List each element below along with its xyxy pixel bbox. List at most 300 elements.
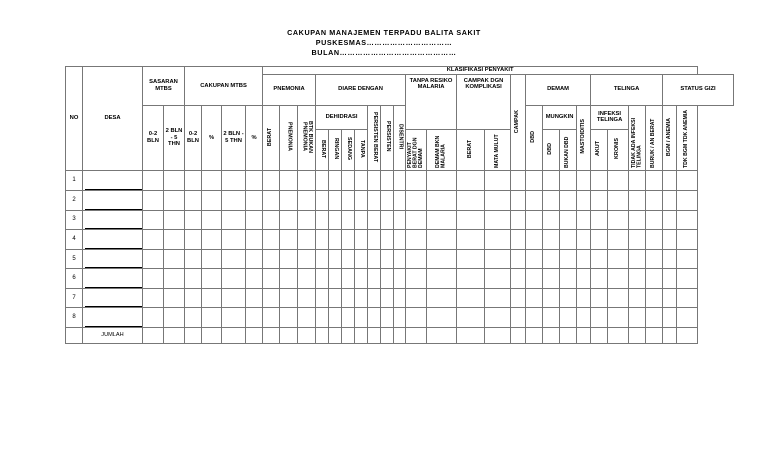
- table-cell[interactable]: [342, 269, 355, 289]
- table-cell[interactable]: [355, 288, 368, 308]
- table-cell[interactable]: [368, 308, 381, 328]
- table-cell[interactable]: [222, 288, 246, 308]
- table-cell[interactable]: [526, 190, 543, 210]
- total-cell[interactable]: [646, 328, 663, 344]
- table-cell[interactable]: [394, 249, 406, 269]
- table-cell[interactable]: [355, 269, 368, 289]
- table-cell[interactable]: [646, 190, 663, 210]
- table-cell[interactable]: [263, 288, 280, 308]
- table-cell[interactable]: [202, 308, 222, 328]
- total-cell[interactable]: [185, 328, 202, 344]
- table-cell[interactable]: [394, 190, 406, 210]
- table-cell[interactable]: [511, 308, 526, 328]
- table-cell[interactable]: [457, 288, 485, 308]
- table-cell[interactable]: [577, 269, 591, 289]
- total-cell[interactable]: [457, 328, 485, 344]
- table-cell[interactable]: [185, 230, 202, 250]
- table-cell[interactable]: [406, 171, 427, 191]
- table-cell[interactable]: [677, 190, 698, 210]
- table-cell[interactable]: [427, 190, 457, 210]
- table-cell[interactable]: [677, 308, 698, 328]
- table-cell[interactable]: [485, 171, 511, 191]
- table-cell[interactable]: [185, 190, 202, 210]
- table-cell[interactable]: [298, 288, 316, 308]
- table-row: [66, 230, 734, 250]
- table-cell[interactable]: [526, 171, 543, 191]
- table-cell[interactable]: [526, 269, 543, 289]
- table-cell[interactable]: [164, 288, 185, 308]
- table-cell[interactable]: [629, 171, 646, 191]
- table-cell[interactable]: [591, 308, 608, 328]
- table-cell[interactable]: [608, 190, 629, 210]
- table-cell[interactable]: [646, 210, 663, 230]
- table-cell[interactable]: [406, 269, 427, 289]
- table-cell[interactable]: [246, 210, 263, 230]
- table-cell[interactable]: [457, 171, 485, 191]
- table-cell[interactable]: [457, 308, 485, 328]
- table-cell[interactable]: [164, 190, 185, 210]
- table-cell[interactable]: [381, 210, 394, 230]
- total-cell[interactable]: [608, 328, 629, 344]
- table-cell[interactable]: [511, 230, 526, 250]
- table-cell[interactable]: [222, 308, 246, 328]
- table-cell[interactable]: [368, 171, 381, 191]
- table-cell[interactable]: [543, 171, 560, 191]
- table-cell[interactable]: [591, 230, 608, 250]
- table-cell[interactable]: [427, 249, 457, 269]
- table-cell[interactable]: [263, 230, 280, 250]
- table-cell[interactable]: [280, 171, 298, 191]
- table-cell[interactable]: [222, 249, 246, 269]
- table-cell[interactable]: [298, 230, 316, 250]
- table-cell[interactable]: [280, 230, 298, 250]
- table-cell[interactable]: [677, 288, 698, 308]
- table-cell[interactable]: [355, 190, 368, 210]
- table-cell[interactable]: [663, 210, 677, 230]
- total-cell[interactable]: [629, 328, 646, 344]
- table-cell[interactable]: [485, 288, 511, 308]
- total-cell[interactable]: [526, 328, 543, 344]
- total-cell[interactable]: [342, 328, 355, 344]
- table-cell[interactable]: [316, 249, 329, 269]
- table-cell[interactable]: [329, 230, 342, 250]
- table-cell[interactable]: [368, 210, 381, 230]
- table-cell[interactable]: [663, 230, 677, 250]
- table-cell[interactable]: [406, 210, 427, 230]
- table-cell[interactable]: [543, 249, 560, 269]
- table-cell[interactable]: [663, 171, 677, 191]
- table-cell[interactable]: [543, 269, 560, 289]
- table-cell[interactable]: [143, 190, 164, 210]
- table-cell[interactable]: [355, 171, 368, 191]
- total-cell[interactable]: [406, 328, 427, 344]
- desa-cell[interactable]: [83, 249, 143, 269]
- table-cell[interactable]: [164, 249, 185, 269]
- table-cell[interactable]: [511, 269, 526, 289]
- table-cell[interactable]: [663, 288, 677, 308]
- total-cell[interactable]: [298, 328, 316, 344]
- table-cell[interactable]: [263, 308, 280, 328]
- table-cell[interactable]: [629, 269, 646, 289]
- desa-cell[interactable]: [83, 171, 143, 191]
- total-label: JUMLAH: [83, 328, 143, 344]
- table-cell[interactable]: [677, 249, 698, 269]
- table-cell[interactable]: [608, 210, 629, 230]
- table-cell[interactable]: [222, 230, 246, 250]
- table-cell[interactable]: [342, 210, 355, 230]
- total-cell[interactable]: [394, 328, 406, 344]
- table-cell[interactable]: [591, 249, 608, 269]
- table-cell[interactable]: [591, 269, 608, 289]
- table-cell[interactable]: [543, 288, 560, 308]
- total-cell[interactable]: [485, 328, 511, 344]
- table-cell[interactable]: [526, 288, 543, 308]
- table-cell[interactable]: [164, 230, 185, 250]
- table-cell[interactable]: [143, 171, 164, 191]
- desa-cell[interactable]: [83, 269, 143, 289]
- table-cell[interactable]: [368, 269, 381, 289]
- table-cell[interactable]: [577, 210, 591, 230]
- table-cell[interactable]: [646, 288, 663, 308]
- table-cell[interactable]: [381, 308, 394, 328]
- table-cell[interactable]: [280, 210, 298, 230]
- table-cell[interactable]: [381, 249, 394, 269]
- table-cell[interactable]: [381, 230, 394, 250]
- table-cell[interactable]: [202, 171, 222, 191]
- total-cell[interactable]: [543, 328, 560, 344]
- table-cell[interactable]: [394, 230, 406, 250]
- table-cell[interactable]: [329, 210, 342, 230]
- table-cell[interactable]: [202, 210, 222, 230]
- table-cell[interactable]: [677, 230, 698, 250]
- table-cell[interactable]: [543, 308, 560, 328]
- table-cell[interactable]: [316, 190, 329, 210]
- table-cell[interactable]: [560, 269, 577, 289]
- table-cell[interactable]: [342, 190, 355, 210]
- total-cell[interactable]: [316, 328, 329, 344]
- table-cell[interactable]: [629, 230, 646, 250]
- table-cell[interactable]: [246, 269, 263, 289]
- table-cell[interactable]: [457, 190, 485, 210]
- table-cell[interactable]: [381, 288, 394, 308]
- table-cell[interactable]: [560, 210, 577, 230]
- table-cell[interactable]: [246, 249, 263, 269]
- table-cell[interactable]: [543, 190, 560, 210]
- table-cell[interactable]: [280, 288, 298, 308]
- table-cell[interactable]: [298, 308, 316, 328]
- table-cell[interactable]: [185, 249, 202, 269]
- table-cell[interactable]: [298, 210, 316, 230]
- table-cell[interactable]: [629, 190, 646, 210]
- table-cell[interactable]: [406, 249, 427, 269]
- table-cell[interactable]: [280, 308, 298, 328]
- table-cell[interactable]: [316, 171, 329, 191]
- table-cell[interactable]: [222, 210, 246, 230]
- total-cell[interactable]: [577, 328, 591, 344]
- table-cell[interactable]: [591, 288, 608, 308]
- table-cell[interactable]: [608, 249, 629, 269]
- table-cell[interactable]: [222, 190, 246, 210]
- table-cell[interactable]: [511, 288, 526, 308]
- header-tdk-bgm-tdk-anemia: TDK BGM TDK ANEMIA: [677, 105, 698, 171]
- table-cell[interactable]: [185, 171, 202, 191]
- table-cell[interactable]: [577, 288, 591, 308]
- table-cell[interactable]: [608, 171, 629, 191]
- table-cell[interactable]: [485, 308, 511, 328]
- table-cell[interactable]: [202, 230, 222, 250]
- table-cell[interactable]: [202, 288, 222, 308]
- table-cell[interactable]: [646, 249, 663, 269]
- desa-cell[interactable]: [83, 288, 143, 308]
- table-cell[interactable]: [394, 210, 406, 230]
- table-cell[interactable]: [143, 269, 164, 289]
- table-cell[interactable]: [591, 171, 608, 191]
- table-cell[interactable]: [316, 230, 329, 250]
- table-cell[interactable]: [646, 230, 663, 250]
- table-cell[interactable]: [298, 249, 316, 269]
- table-cell[interactable]: [185, 210, 202, 230]
- total-cell[interactable]: [381, 328, 394, 344]
- table-cell[interactable]: [427, 210, 457, 230]
- total-cell[interactable]: [280, 328, 298, 344]
- table-cell[interactable]: [485, 210, 511, 230]
- table-cell[interactable]: [185, 308, 202, 328]
- table-cell[interactable]: [577, 230, 591, 250]
- table-cell[interactable]: [608, 308, 629, 328]
- desa-cell[interactable]: [83, 210, 143, 230]
- table-cell[interactable]: [427, 269, 457, 289]
- table-cell[interactable]: [368, 288, 381, 308]
- table-cell[interactable]: [143, 288, 164, 308]
- table-cell[interactable]: [164, 269, 185, 289]
- table-cell[interactable]: [485, 190, 511, 210]
- table-cell[interactable]: [298, 171, 316, 191]
- table-cell[interactable]: [164, 210, 185, 230]
- total-cell[interactable]: [591, 328, 608, 344]
- table-cell[interactable]: [457, 269, 485, 289]
- table-cell[interactable]: [543, 230, 560, 250]
- table-cell[interactable]: [202, 269, 222, 289]
- table-cell[interactable]: [629, 308, 646, 328]
- table-cell[interactable]: [381, 171, 394, 191]
- table-cell[interactable]: [427, 308, 457, 328]
- table-cell[interactable]: [406, 190, 427, 210]
- table-cell[interactable]: [608, 288, 629, 308]
- total-no-cell: [66, 328, 83, 344]
- total-cell[interactable]: [511, 328, 526, 344]
- table-cell[interactable]: [394, 269, 406, 289]
- table-cell[interactable]: [329, 171, 342, 191]
- table-cell[interactable]: [355, 308, 368, 328]
- table-cell[interactable]: [246, 288, 263, 308]
- table-cell[interactable]: [577, 171, 591, 191]
- table-cell[interactable]: [246, 190, 263, 210]
- total-cell[interactable]: [560, 328, 577, 344]
- table-cell[interactable]: [329, 308, 342, 328]
- table-cell[interactable]: [526, 210, 543, 230]
- total-cell[interactable]: [355, 328, 368, 344]
- table-cell[interactable]: [560, 230, 577, 250]
- table-cell[interactable]: [511, 210, 526, 230]
- table-cell[interactable]: [164, 308, 185, 328]
- table-cell[interactable]: [222, 171, 246, 191]
- table-cell[interactable]: [143, 230, 164, 250]
- table-cell[interactable]: [511, 190, 526, 210]
- table-cell[interactable]: [329, 288, 342, 308]
- header-ck-berat: BERAT: [457, 129, 485, 171]
- table-cell[interactable]: [246, 308, 263, 328]
- table-cell[interactable]: [316, 308, 329, 328]
- table-cell[interactable]: [280, 269, 298, 289]
- table-cell[interactable]: [280, 190, 298, 210]
- table-cell[interactable]: [560, 308, 577, 328]
- table-cell[interactable]: [591, 210, 608, 230]
- table-cell[interactable]: [355, 230, 368, 250]
- header-telinga: TELINGA: [591, 74, 663, 105]
- table-cell[interactable]: [577, 190, 591, 210]
- table-cell[interactable]: [511, 171, 526, 191]
- table-cell[interactable]: [406, 308, 427, 328]
- table-cell[interactable]: [263, 210, 280, 230]
- table-cell[interactable]: [394, 171, 406, 191]
- table-cell[interactable]: [560, 190, 577, 210]
- table-cell[interactable]: [355, 249, 368, 269]
- table-cell[interactable]: [406, 230, 427, 250]
- table-cell[interactable]: [143, 249, 164, 269]
- table-cell[interactable]: [457, 230, 485, 250]
- table-cell[interactable]: [342, 171, 355, 191]
- total-cell[interactable]: [368, 328, 381, 344]
- desa-cell[interactable]: [83, 190, 143, 210]
- table-cell[interactable]: [316, 210, 329, 230]
- table-cell[interactable]: [316, 288, 329, 308]
- table-cell[interactable]: [329, 190, 342, 210]
- table-cell[interactable]: [663, 190, 677, 210]
- table-cell[interactable]: [263, 171, 280, 191]
- table-cell[interactable]: [608, 269, 629, 289]
- total-cell[interactable]: [663, 328, 677, 344]
- table-cell[interactable]: [368, 230, 381, 250]
- table-cell[interactable]: [646, 269, 663, 289]
- table-cell[interactable]: [677, 171, 698, 191]
- total-cell[interactable]: [164, 328, 185, 344]
- table-cell[interactable]: [526, 249, 543, 269]
- desa-cell[interactable]: [83, 230, 143, 250]
- table-cell[interactable]: [577, 308, 591, 328]
- table-cell[interactable]: [427, 288, 457, 308]
- table-cell[interactable]: [329, 269, 342, 289]
- table-cell[interactable]: [677, 210, 698, 230]
- total-cell[interactable]: [246, 328, 263, 344]
- header-sasaran-2-bln-5-thn: 2 BLN - 5 THN: [164, 105, 185, 171]
- table-cell[interactable]: [629, 288, 646, 308]
- table-cell[interactable]: [202, 249, 222, 269]
- table-cell[interactable]: [485, 230, 511, 250]
- table-cell[interactable]: [298, 269, 316, 289]
- table-cell[interactable]: [164, 171, 185, 191]
- table-cell[interactable]: [355, 210, 368, 230]
- table-cell[interactable]: [342, 230, 355, 250]
- table-cell[interactable]: [591, 190, 608, 210]
- table-cell[interactable]: [629, 249, 646, 269]
- total-cell[interactable]: [202, 328, 222, 344]
- table-cell[interactable]: [406, 288, 427, 308]
- table-cell[interactable]: [280, 249, 298, 269]
- table-cell[interactable]: [608, 230, 629, 250]
- table-cell[interactable]: [427, 230, 457, 250]
- table-cell[interactable]: [394, 308, 406, 328]
- desa-cell[interactable]: [83, 308, 143, 328]
- table-cell[interactable]: [342, 308, 355, 328]
- total-cell[interactable]: [427, 328, 457, 344]
- header-buruk-berat: BURUK / AN BERAT: [646, 105, 663, 171]
- table-cell[interactable]: [526, 230, 543, 250]
- table-cell[interactable]: [222, 269, 246, 289]
- table-cell[interactable]: [511, 249, 526, 269]
- total-cell[interactable]: [329, 328, 342, 344]
- table-cell[interactable]: [185, 288, 202, 308]
- table-cell[interactable]: [263, 269, 280, 289]
- table-cell[interactable]: [526, 308, 543, 328]
- table-cell[interactable]: [185, 269, 202, 289]
- table-cell[interactable]: [246, 171, 263, 191]
- table-cell[interactable]: [560, 249, 577, 269]
- total-cell[interactable]: [143, 328, 164, 344]
- table-cell[interactable]: [560, 171, 577, 191]
- total-cell[interactable]: [677, 328, 698, 344]
- table-cell[interactable]: [202, 190, 222, 210]
- table-cell[interactable]: [629, 210, 646, 230]
- table-cell[interactable]: [485, 249, 511, 269]
- table-cell[interactable]: [663, 269, 677, 289]
- header-tr-demam-bkn-malaria: DEMAM BKN MALARIA: [427, 129, 457, 171]
- table-cell[interactable]: [543, 210, 560, 230]
- table-cell[interactable]: [368, 249, 381, 269]
- header-dh-tanpa: TANPA: [355, 129, 368, 171]
- table-cell[interactable]: [263, 190, 280, 210]
- table-cell[interactable]: [646, 171, 663, 191]
- form-title: CAKUPAN MANAJEMEN TERPADU BALITA SAKIT: [287, 28, 481, 37]
- table-cell[interactable]: [143, 210, 164, 230]
- table-cell[interactable]: [298, 190, 316, 210]
- table-cell[interactable]: [663, 249, 677, 269]
- table-cell[interactable]: [368, 190, 381, 210]
- table-cell[interactable]: [246, 230, 263, 250]
- table-cell[interactable]: [316, 269, 329, 289]
- total-cell[interactable]: [263, 328, 280, 344]
- table-cell[interactable]: [394, 288, 406, 308]
- table-cell[interactable]: [646, 308, 663, 328]
- table-cell[interactable]: [342, 249, 355, 269]
- table-cell[interactable]: [560, 288, 577, 308]
- table-cell[interactable]: [143, 308, 164, 328]
- header-tr-penyakit-berat: PENYAKIT BERAT DGN DEMAM: [406, 129, 427, 171]
- table-cell[interactable]: [381, 269, 394, 289]
- table-cell[interactable]: [663, 308, 677, 328]
- table-cell[interactable]: [457, 210, 485, 230]
- table-cell[interactable]: [342, 288, 355, 308]
- table-cell[interactable]: [485, 269, 511, 289]
- table-cell[interactable]: [577, 249, 591, 269]
- table-cell[interactable]: [381, 190, 394, 210]
- header-pnemonia: PNEMONIA: [263, 74, 316, 105]
- table-cell[interactable]: [329, 249, 342, 269]
- total-cell[interactable]: [222, 328, 246, 344]
- table-cell[interactable]: [677, 269, 698, 289]
- table-cell[interactable]: [427, 171, 457, 191]
- table-cell[interactable]: [263, 249, 280, 269]
- table-cell[interactable]: [457, 249, 485, 269]
